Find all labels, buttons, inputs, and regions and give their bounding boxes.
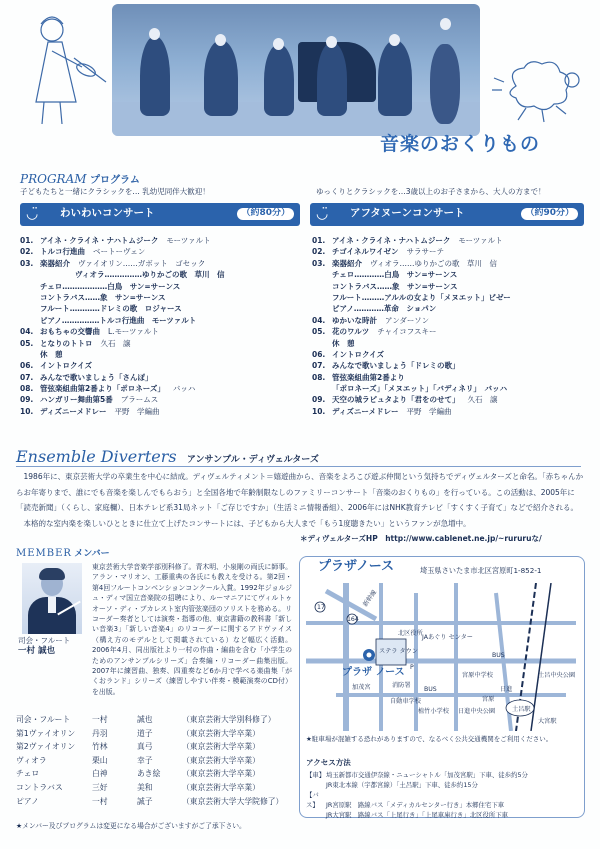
program-title: ゆかいな時計 <box>332 315 377 325</box>
access-detail: JR東北本線（宇都宮線）「土呂駅」下車、徒歩約15分 <box>326 781 478 789</box>
map-label: JAあぐり センター <box>422 634 473 641</box>
performer-figure <box>378 40 412 116</box>
program-number: 01. <box>20 236 34 245</box>
roster-given-name: 幸子 <box>137 755 153 765</box>
roster-surname: 白神 <box>92 769 108 779</box>
program-row <box>312 259 511 270</box>
performer-head <box>149 28 160 40</box>
right-concert-subtitle: ゆっくりとクラシックを…3歳以上のお子さまから、大人の方まで！ <box>316 187 546 196</box>
contrabass-shape <box>430 44 460 124</box>
afternoon-concert-bar <box>310 203 584 226</box>
program-row <box>20 247 225 258</box>
dancing-sheep-illustration-icon <box>486 56 596 126</box>
program-row <box>312 282 511 293</box>
ensemble-heading <box>16 447 319 468</box>
member-heading-en: MEMBER <box>16 548 72 559</box>
ensemble-homepage-link[interactable]: ＊ディヴェルターズHP http://www.cablenet.ne.jp/~rururuな/ <box>300 534 542 543</box>
program-composer: 久石 譲 <box>100 338 131 348</box>
program-row <box>20 270 225 281</box>
program-number: 03. <box>20 258 34 268</box>
roster-row <box>16 797 283 811</box>
photo-hair <box>39 568 65 580</box>
program-number: 02. <box>20 247 34 257</box>
concert-name: わいわいコンサート <box>60 207 155 219</box>
roster-role: 第2ヴァイオリン <box>16 742 76 752</box>
program-number: 05. <box>312 327 326 337</box>
program-number: 08. <box>20 384 34 394</box>
ensemble-paragraph: 本格的な室内楽を楽しいひとときに仕立て上げたコンサートには、子どもから大人まで「もう1度聴きたい」というファンが急増中。 <box>16 518 471 528</box>
performer-figure <box>317 42 347 116</box>
program-composer: ブラームス <box>120 395 159 405</box>
left-concert-subtitle: 子どもたちと一緒にクラシックを… 乳幼児同伴大歓迎！ <box>20 187 210 196</box>
caption-role: 司会・フルート <box>18 636 71 645</box>
roster-row <box>16 769 283 783</box>
roster-surname: 三好 <box>92 782 108 792</box>
program-title: チェロ…………白鳥 サン=サーンス <box>332 270 458 280</box>
access-row <box>306 770 528 780</box>
program-row <box>312 293 511 304</box>
program-row <box>20 304 225 315</box>
program-number: 04. <box>20 327 34 337</box>
member-biography: 東京芸術大学音楽学部別科修了。青木明、小泉剛の両氏に師事。アラン・マリオン、工藤重典の各氏にも教えを受ける。第2回・第4回フルートコンベンションコンクール入賞。1992年ジョルジュ・ディマ国立音楽院の招聘により、ルーマニアにてヴィルトゥオーソ・ディ・ブカレスト室内管弦楽団のソリストを務める。リコーダー奏者としては演奏・指導の他、東京書籍の教科書「新しい音楽3」「新しい音楽4」のリコーダーに関するアドヴァイス（構え方のモデルとして掲載されている）など幅広く活動。2006年4月、同出版社より一村の作曲・編曲を含む「小学生のためのアンサンブルシリーズ」合奏編・リコーダー曲集出版。2007年に練習曲、独奏、四重奏など6か月で学べる楽曲集「がくおランド」シリーズ（練習しやすい伴奏・模範演奏のCD付）を出版。 <box>92 563 292 696</box>
map-label: 164 <box>347 616 359 623</box>
roster-school: （東京芸術大学卒業） <box>182 755 260 765</box>
program-row <box>20 259 225 270</box>
program-row <box>312 270 511 281</box>
access-kind: 【車】 <box>306 771 326 779</box>
program-row <box>312 316 511 327</box>
program-number: 02. <box>312 247 326 257</box>
access-detail: JR宮原駅 路線バス「メディカルセンター行き」本郷住宅下車 <box>326 801 505 809</box>
parking-note: ★駐車場が混雑する恐れがありますので、なるべく公共交通機関をご利用ください。 <box>306 735 553 743</box>
program-row <box>20 339 225 350</box>
program-row <box>20 293 225 304</box>
program-row <box>20 361 225 372</box>
program-title: 天空の城ラピュタより「君をのせて」 <box>332 395 460 405</box>
change-notice: ★メンバー及びプログラムは変更になる場合がございますがご了承下さい。 <box>16 822 246 830</box>
program-title: ディズニーメドレー <box>40 406 107 416</box>
program-row <box>20 407 225 418</box>
roster-row <box>16 783 283 797</box>
program-extra: ヴィオラ……ゆりかごの歌 草川 信 <box>370 258 498 268</box>
program-composer: バッハ <box>172 384 196 394</box>
waiwai-concert-bar <box>20 203 300 226</box>
program-title: 楽器紹介 <box>332 258 362 268</box>
program-title: イントロクイズ <box>332 349 385 359</box>
ensemble-paragraph: 1986年に、東京芸術大学の卒業生を中心に結成。ディヴェルティメント＝嬉遊曲から、音楽をよろこび遊ぶ仲間という気持ちでディヴェルターズと命名。「赤ちゃんからお年寄りまで、誰にでも音楽を楽しんでもらおう」と全国各地で年齢制限なしのファミリーコンサート「音楽のおくりもの」を行っている。この活動は、2005年に「読売新聞」（くらし、家庭欄）、日本テレビ系31局ネット「ご存じですか」（生活ミニ情報番組）、2006年にはNHK教育テレビ「すくすく子育て」などで紹介される。 <box>16 472 584 513</box>
venue-name: プラザノース <box>318 559 395 574</box>
program-title: みんなで歌いましょう「ドレミの歌」 <box>332 361 460 371</box>
map-label: 宮原中学校 <box>462 672 493 679</box>
roster-row <box>16 742 283 756</box>
program-number: 09. <box>312 395 326 405</box>
map-label: 17 <box>317 604 325 611</box>
program-title: チゴイネルワイゼン <box>332 247 399 257</box>
program-title: ヴィオラ……………ゆりかごの歌 草川 信 <box>75 270 225 280</box>
afternoon-program-list <box>312 236 511 418</box>
access-detail: 埼玉新都市交通伊奈線・ニューシャトル「加茂宮駅」下車、徒歩約5分 <box>326 771 528 779</box>
roster-role: チェロ <box>16 769 40 779</box>
program-number: 04. <box>312 315 326 325</box>
roster-surname: 栗山 <box>92 755 108 765</box>
program-extra: ヴァイオリン……ガボット ゴセック <box>78 258 206 268</box>
roster-school: （東京芸術大学卒業） <box>182 742 260 752</box>
program-title: コントラバス……象 サン=サーンス <box>332 281 458 291</box>
program-heading-en: PROGRAM <box>20 172 87 186</box>
concert-duration: （約90分） <box>521 208 578 220</box>
map-label: 自動車学校 <box>390 698 421 705</box>
program-composer: 久石 譲 <box>467 395 498 405</box>
program-title: トルコ行進曲 <box>40 247 85 257</box>
roster-given-name: 真弓 <box>137 742 153 752</box>
program-title: 楽器紹介 <box>40 258 70 268</box>
program-row <box>312 384 511 395</box>
program-composer: ベートーヴェン <box>93 247 146 257</box>
roster-role: ピアノ <box>16 796 39 806</box>
program-number: 10. <box>312 406 326 416</box>
ensemble-divider <box>16 466 581 467</box>
roster-given-name: あき絵 <box>137 769 161 779</box>
map-label: 大宮駅 <box>538 718 557 725</box>
map-label: 新幹線 <box>361 588 379 609</box>
member-heading <box>16 547 110 561</box>
program-title: ピアノ…………革命 ショパン <box>332 304 437 314</box>
roster-school: （東京芸術大学卒業） <box>182 728 260 738</box>
program-composer: モーツァルト <box>458 236 503 245</box>
program-title: となりのトトロ <box>40 338 93 348</box>
roster-surname: 竹林 <box>92 742 108 752</box>
ensemble-name-jp: アンサンブル・ディヴェルターズ <box>186 455 319 465</box>
program-number: 06. <box>312 349 326 359</box>
program-row <box>20 236 225 247</box>
ensemble-name-en: Ensemble Diverters <box>16 447 177 466</box>
access-detail: JR大宮駅 路線バス「上尾行き」「上尾車庫行き」北区役所下車 <box>326 811 509 819</box>
photo-shirt <box>48 597 56 613</box>
program-title: 花のワルツ <box>332 327 370 337</box>
conductor-photo <box>22 563 82 634</box>
program-number: 03. <box>312 258 326 268</box>
concert-photo <box>112 4 480 136</box>
program-row <box>312 395 511 406</box>
program-row <box>20 327 225 338</box>
ensemble-description <box>16 469 584 531</box>
roster-role: 第1ヴァイオリン <box>16 728 76 738</box>
smile-face-icon: ◡̈ <box>316 206 329 222</box>
program-title: ディズニーメドレー <box>332 406 399 416</box>
venue-marker-dot <box>367 653 372 658</box>
map-label: 北区役所 <box>398 630 423 637</box>
map-label: 日進 <box>500 686 513 693</box>
performer-figure <box>140 36 170 116</box>
program-row <box>312 373 511 384</box>
performer-figure <box>204 40 238 116</box>
program-row <box>312 236 511 247</box>
program-title: ハンガリー舞曲第5番 <box>40 395 113 405</box>
roster-school: （東京芸術大学別科修了） <box>182 715 276 724</box>
member-roster <box>16 715 283 810</box>
program-composer: チャイコフスキー <box>377 327 437 337</box>
access-heading: アクセス方法 <box>306 758 351 767</box>
program-row <box>312 327 511 338</box>
waiwai-program-list <box>20 236 225 418</box>
program-number: 07. <box>20 372 34 382</box>
violinist-illustration-icon <box>14 6 114 138</box>
program-title: 管弦楽組曲第2番より <box>332 372 405 382</box>
roster-given-name: 美和 <box>137 782 153 792</box>
photo-caption <box>18 636 70 657</box>
map-label: ステラ タウン <box>379 648 418 655</box>
program-composer: モーツァルト <box>166 236 211 245</box>
map-label: BUS <box>424 686 437 693</box>
program-title: ピアノ……………トルコ行進曲 モーツァルト <box>40 315 197 325</box>
roster-given-name: 誠也 <box>137 715 153 724</box>
roster-school: （東京芸術大学卒業） <box>182 782 260 792</box>
map-label: 植竹小学校 <box>418 708 449 715</box>
access-row <box>306 780 528 790</box>
program-title: おもちゃの交響曲 <box>40 327 100 337</box>
concert-name: アフタヌーンコンサート <box>350 207 465 219</box>
program-title: フルート………アルルの女より「メヌエット」ビゼー <box>332 292 511 302</box>
program-heading <box>20 172 140 188</box>
program-row <box>20 316 225 327</box>
roster-role: コントラバス <box>16 782 63 792</box>
map-label: 日進中央公園 <box>458 708 496 715</box>
venue-map <box>306 583 576 731</box>
roster-given-name: 道子 <box>137 728 153 738</box>
roster-role: ヴィオラ <box>16 755 47 765</box>
map-label: 宮原 <box>482 696 495 703</box>
program-composer: 平野 学編曲 <box>114 406 160 416</box>
roster-role: 司会・フルート <box>16 715 71 724</box>
performer-head <box>326 36 337 48</box>
program-title: みんなで歌いましょう「さんぽ」 <box>40 372 153 382</box>
program-row <box>20 384 225 395</box>
program-number: 05. <box>20 338 34 348</box>
roster-surname: 一村 <box>92 715 108 724</box>
program-number: 06. <box>20 361 34 371</box>
roster-given-name: 誠子 <box>137 796 153 806</box>
member-heading-jp: メンバー <box>74 549 110 559</box>
roster-school: （東京芸術大学大学院修了） <box>182 796 284 806</box>
map-label: 消防署 <box>392 682 411 689</box>
roster-row <box>16 715 283 729</box>
program-title: 休 憩 <box>40 349 63 359</box>
program-composer: サラサーテ <box>406 247 444 257</box>
program-title: チェロ………………白鳥 サン=サーンス <box>40 281 181 291</box>
map-label: 土呂駅 <box>512 706 531 713</box>
program-row <box>20 350 225 361</box>
program-title: アイネ・クライネ・ナハトムジーク <box>40 236 159 245</box>
roster-row <box>16 756 283 770</box>
performer-head <box>440 18 451 30</box>
roster-row <box>16 729 283 743</box>
program-title: コントラバス……象 サン=サーンス <box>40 292 166 302</box>
smile-face-icon: ◡̈ <box>26 206 39 222</box>
map-label-venue: プラザ ノース <box>342 667 405 678</box>
program-row <box>312 339 511 350</box>
program-row <box>20 373 225 384</box>
performer-head <box>389 34 400 46</box>
program-row <box>312 304 511 315</box>
map-label: BUS <box>492 652 505 659</box>
program-title: 管弦楽組曲第2番より「ポロネーズ」 <box>40 384 165 394</box>
access-kind: 【バス】 <box>306 791 319 809</box>
program-title: 「ポロネーズ」「メヌエット」「バディネリ」 バッハ <box>332 384 508 394</box>
program-row <box>20 282 225 293</box>
roster-school: （東京芸術大学卒業） <box>182 769 260 779</box>
program-title: フルート…………ドレミの歌 ロジャース <box>40 304 182 314</box>
program-title: アイネ・クライネ・ナハトムジーク <box>332 236 451 245</box>
concert-series-title: 音楽のおくりもの <box>380 133 541 155</box>
program-row <box>312 247 511 258</box>
program-row <box>312 361 511 372</box>
roster-surname: 丹羽 <box>92 728 108 738</box>
program-row <box>20 395 225 406</box>
roster-surname: 一村 <box>92 796 108 806</box>
venue-address: 埼玉県さいたま市北区宮原町1-852-1 <box>420 566 542 575</box>
access-row <box>306 810 528 820</box>
map-label: 加茂宮 <box>352 684 371 691</box>
program-composer: 平野 学編曲 <box>406 406 452 416</box>
program-row <box>312 407 511 418</box>
concert-duration: （約80分） <box>237 208 294 220</box>
performer-head <box>273 38 284 50</box>
program-heading-jp: プログラム <box>90 175 140 186</box>
access-list <box>306 770 528 820</box>
program-composer: アンダーソン <box>385 315 430 325</box>
map-label: 土呂中央公園 <box>538 672 576 679</box>
program-number: 09. <box>20 395 34 405</box>
program-number: 08. <box>312 372 326 382</box>
program-number: 01. <box>312 236 326 245</box>
program-composer: L.モーツァルト <box>108 327 159 337</box>
performer-head <box>215 34 226 46</box>
program-number: 07. <box>312 361 326 371</box>
caption-name: 一村 誠也 <box>18 645 55 656</box>
program-row <box>312 350 511 361</box>
program-title: 休 憩 <box>332 338 355 348</box>
program-title: イントロクイズ <box>40 361 93 371</box>
access-row <box>306 790 528 810</box>
program-number: 10. <box>20 406 34 416</box>
map-label: P <box>410 664 414 671</box>
performer-figure <box>264 44 294 116</box>
